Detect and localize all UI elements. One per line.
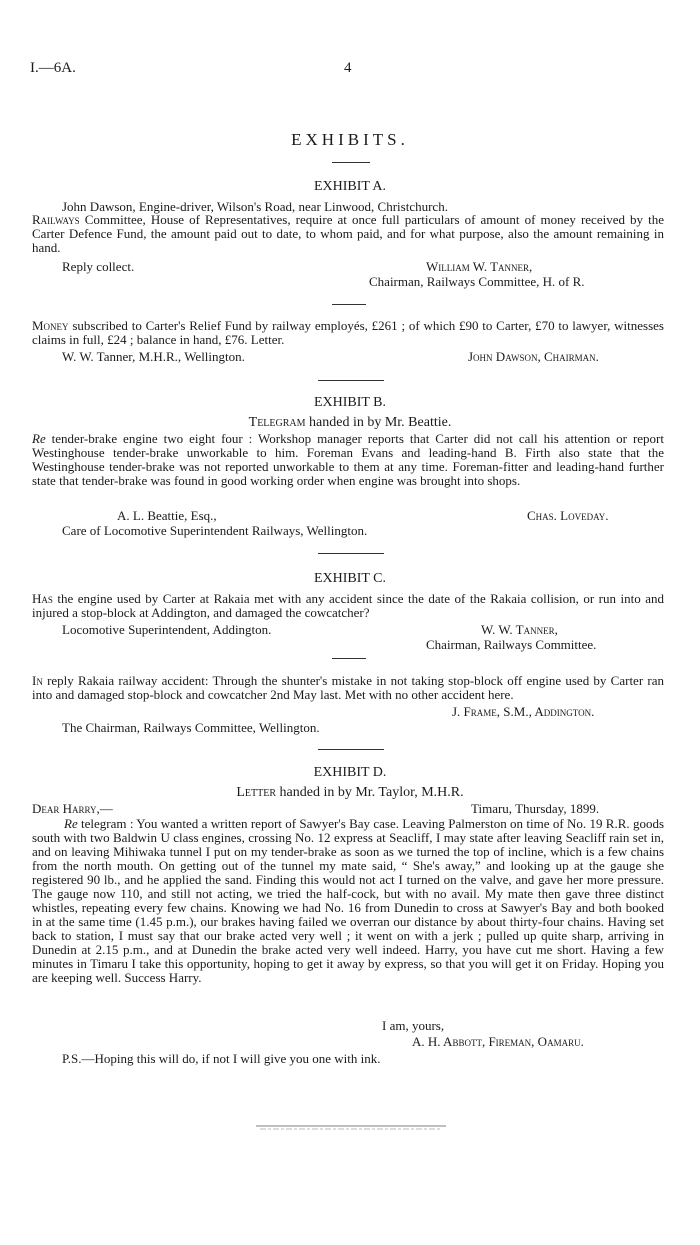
- exhibit-a-body-lead: Railways: [32, 212, 80, 227]
- exhibit-b-signatory: Chas. Loveday.: [527, 508, 609, 523]
- exhibit-c-reply: [32, 674, 664, 702]
- exhibit-c-reply-body: reply Rakaia railway accident: Through the shunter's mistake in not taking stop-block off engine used by Carter ran into and damaged stop-block and cowcatcher 2nd May last. Met with no other accident here.: [32, 673, 664, 702]
- exhibit-c-reply-from: J. Frame, S.M., Addington.: [452, 704, 595, 719]
- title-rule: [332, 162, 370, 163]
- exhibit-d-re: Re: [64, 816, 78, 831]
- exhibit-b-end-rule: [318, 553, 384, 554]
- exhibit-b-telegram: [32, 432, 664, 488]
- exhibit-c-rule: [332, 658, 366, 659]
- exhibit-a-reply-note: Reply collect.: [62, 259, 135, 274]
- exhibit-d-closing: I am, yours,: [382, 1018, 445, 1033]
- exhibit-a-signatory: William W. Tanner,: [426, 259, 533, 274]
- exhibit-a-address: John Dawson, Engine-driver, Wilson's Road, near Linwood, Christchurch.: [62, 199, 448, 214]
- exhibit-c-addressee: Locomotive Superintendent, Addington.: [62, 622, 272, 637]
- exhibit-a-body: Committee, House of Representatives, require at once full particulars of amount of money received by the Carter Defence Fund, the amount paid out to date, to whom paid, and for what purpose, also the amount remaining in hand.: [32, 212, 664, 255]
- document-reference: I.—6A.: [30, 60, 76, 76]
- exhibit-a-reply-to: W. W. Tanner, M.H.R., Wellington.: [62, 349, 245, 364]
- exhibit-c-signatory-title: Chairman, Railways Committee.: [426, 637, 597, 652]
- exhibit-d-heading: EXHIBIT D.: [313, 765, 387, 780]
- page-title: EXHIBITS.: [291, 130, 409, 149]
- exhibit-a-heading: EXHIBIT A.: [313, 179, 387, 194]
- exhibit-b-subheading-lead: Telegram: [248, 415, 306, 430]
- exhibit-d-subheading: [0, 785, 700, 801]
- exhibit-b-body: tender-brake engine two eight four : Workshop manager reports that Carter did not call his attention or report Westinghouse tender-brake unworkable to him. Foreman Evans and leading-hand B. Firth also state that the Westinghouse tender-brake was not reported unworkable to them at any time. Foreman-fitter and leading-hand further state that tender-brake was found in good working order when engine was brought into shops.: [32, 431, 664, 488]
- exhibit-d-salutation: Dear Harry,—: [32, 801, 113, 816]
- exhibit-b-addressee: A. L. Beattie, Esq.,: [117, 508, 217, 523]
- exhibit-c-reply-lead: In: [32, 673, 43, 688]
- exhibit-a-reply: [32, 319, 664, 347]
- exhibit-a-telegram: [32, 213, 664, 255]
- exhibit-d-subheading-lead: Letter: [236, 785, 277, 800]
- exhibit-a-reply-body: subscribed to Carter's Relief Fund by railway employés, £261 ; of which £90 to Carter, £70 to lawyer, witnesses claims in full, £24 ; balance in hand, £76. Letter.: [32, 318, 664, 347]
- exhibit-d-dateline: Timaru, Thursday, 1899.: [471, 801, 600, 816]
- exhibit-d-postscript: P.S.—Hoping this will do, if not I will give you one with ink.: [62, 1051, 381, 1066]
- exhibit-d-body: telegram : You wanted a written report of Sawyer's Bay case. Leaving Palmerston on time of No. 19 R.R. goods south with two Baldwin U class engines, crossing No. 12 express at Seacliff, I may state after leaving Seacliff rain set in, and on leaving Mihiwaka tunnel I put on my tender-brake as soon as we turned the top of incline, which is a few chains from the north mouth. On getting out of the tunnel my mate said, “ She's away,” and looking up at the gauge she registered 90 lb., and he applied the sand. Finding this would not act I turned on the valve, and gave her more pressure. The gauge now 110, and still not acting, we tried the half-cock, but with no avail. My mate then gave three distinct whistles, repeating every few chains. Knowing we had No. 16 from Dunedin to cross at Sawyer's Bay and both booked in at the same time (1.45 p.m.), our brakes having failed we overran our distance by about thirty-four chains. Having set back to station, I must say that our brake acted very well ; it went on with a jerk ; pulled up quite sharp, arriving in Dunedin at 2.15 p.m., and at Dunedin the brake acted very well indeed. Harry, you have cut me short. Having a few minutes in Timaru I take this opportunity, hoping to get it away by express, so that you will get it on Friday. Hoping you are keeping well. Success Harry.: [32, 816, 664, 985]
- page-number: 4: [344, 60, 352, 76]
- end-ornament-rule: [256, 1123, 446, 1133]
- exhibit-c-body: the engine used by Carter at Rakaia met with any accident since the date of the Rakaia collision, or run into and injured a stop-block at Addington, and damaged the cowcatcher?: [32, 591, 664, 620]
- exhibit-a-signatory-title: Chairman, Railways Committee, H. of R.: [369, 274, 585, 289]
- exhibit-a-end-rule: [318, 380, 384, 381]
- exhibit-c-end-rule: [318, 749, 384, 750]
- exhibit-c-telegram: [32, 592, 664, 620]
- exhibit-c-body-lead: Has: [32, 591, 53, 606]
- exhibit-d-signatory: A. H. Abbott, Fireman, Oamaru.: [412, 1034, 584, 1049]
- exhibit-b-heading: EXHIBIT B.: [313, 395, 387, 410]
- exhibit-a-reply-lead: Money: [32, 318, 69, 333]
- exhibit-c-reply-to: The Chairman, Railways Committee, Wellington.: [62, 720, 320, 735]
- exhibit-a-rule: [332, 304, 366, 305]
- exhibit-b-care-of: Care of Locomotive Superintendent Railways, Wellington.: [62, 523, 368, 538]
- exhibit-b-subheading: [0, 415, 700, 431]
- exhibit-d-subheading-text: handed in by Mr. Taylor, M.H.R.: [276, 785, 464, 800]
- exhibit-d-letter: [32, 817, 664, 985]
- exhibit-c-heading: EXHIBIT C.: [313, 571, 387, 586]
- exhibit-a-reply-from: John Dawson, Chairman.: [468, 349, 599, 364]
- exhibit-c-signatory: W. W. Tanner,: [481, 622, 558, 637]
- exhibit-b-subheading-text: handed in by Mr. Beattie.: [305, 415, 452, 430]
- exhibit-b-re: Re: [32, 431, 46, 446]
